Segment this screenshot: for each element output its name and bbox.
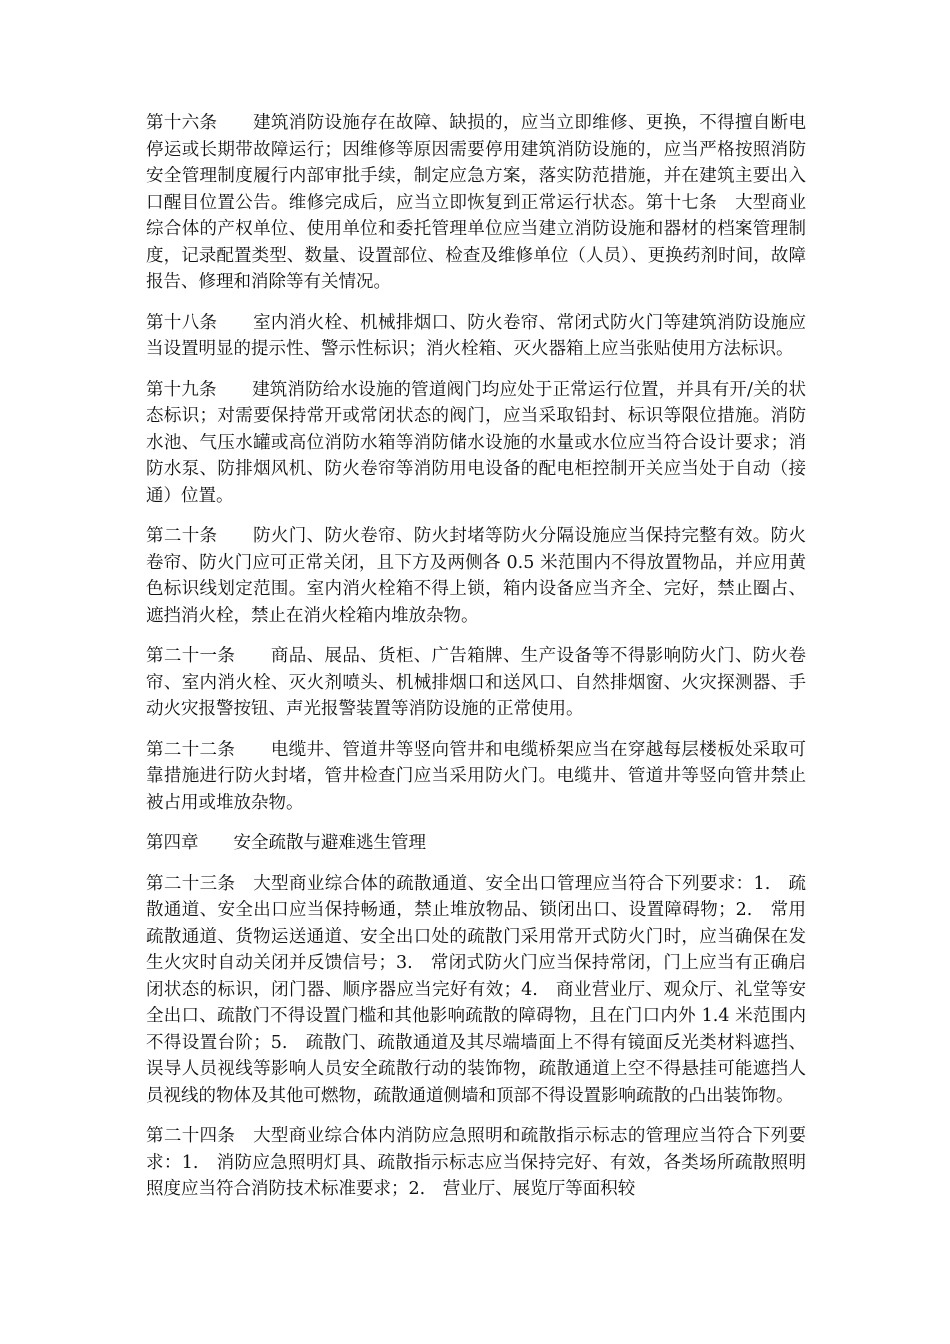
article-21-paragraph: 第二十一条 商品、展品、货柜、广告箱牌、生产设备等不得影响防火门、防火卷帘、室内消火栓、灭火剂喷头、机械排烟口和送风口、自然排烟窗、火灾探测器、手动火灾报警按钮、声光报警装置等消防设施的正常使用。 [146, 646, 806, 719]
article-19-paragraph: 第十九条 建筑消防给水设施的管道阀门均应处于正常运行位置，并具有开/关的状态标识；对需要保持常开或常闭状态的阀门，应当采取铅封、标识等限位措施。消防水池、气压水罐或高位消防水箱等消防储水设施的水量或水位应当符合设计要求；消防水泵、防排烟风机、防火卷帘等消防用电设备的配电柜控制开关应当处于自动（接通）位置。 [146, 379, 806, 506]
chapter-4-heading: 第四章 安全疏散与避难逃生管理 [146, 833, 426, 853]
article-22-paragraph: 第二十二条 电缆井、管道井等竖向管井和电缆桥架应当在穿越每层楼板处采取可靠措施进行防火封堵，管井检查门应当采用防火门。电缆井、管道井等竖向管井禁止被占用或堆放杂物。 [146, 739, 806, 813]
article-16-17-paragraph: 第十六条 建筑消防设施存在故障、缺损的，应当立即维修、更换，不得擅自断电停运或长期带故障运行；因维修等原因需要停用建筑消防设施的，应当严格按照消防安全管理制度履行内部审批手续，制定应急方案，落实防范措施，并在建筑主要出入口醒目位置公告。维修完成后，应当立即恢复到正常运行状态。第十七条 大型商业综合体的产权单位、使用单位和委托管理单位应当建立消防设施和器材的档案管理制度，记录配置类型、数量、设置部位、检查及维修单位（人员）、更换药剂时间，故障报告、修理和消除等有关情况。 [146, 113, 806, 292]
article-18-paragraph: 第十八条 室内消火栓、机械排烟口、防火卷帘、常闭式防火门等建筑消防设施应当设置明显的提示性、警示性标识；消火栓箱、灭火器箱上应当张贴使用方法标识。 [146, 312, 806, 359]
article-23-paragraph: 第二十三条 大型商业综合体的疏散通道、安全出口管理应当符合下列要求：1. 疏散通道、安全出口应当保持畅通，禁止堆放物品、锁闭出口、设置障碍物；2. 常用疏散通道、货物运送通道、安全出口处的疏散门采用常开式防火门时，应当确保在发生火灾时自动关闭并反馈信号；3. 常闭式防火门应当保持常闭，门上应当有正确启闭状态的标识，闭门器、顺序器应当完好有效；4. 商业营业厅、观众厅、礼堂等安全出口、疏散门不得设置门槛和其他影响疏散的障碍物，且在门口内外 1.4 米范围内不得设置台阶；5. 疏散门、疏散通道及其尽端墙面上不得有镜面反光类材料遮挡、误导人员视线等影响人员安全疏散行动的装饰物，疏散通道上空不得悬挂可能遮挡人员视线的物体及其他可燃物，疏散通道侧墙和顶部不得设置影响疏散的凸出装饰物。 [146, 873, 806, 1106]
article-24-paragraph: 第二十四条 大型商业综合体内消防应急照明和疏散指示标志的管理应当符合下列要求：1. 消防应急照明灯具、疏散指示标志应当保持完好、有效，各类场所疏散照明照度应当符合消防技术标准要求；2. 营业厅、展览厅等面积较 [146, 1126, 806, 1199]
document-body [146, 110, 806, 1203]
article-20-paragraph: 第二十条 防火门、防火卷帘、防火封堵等防火分隔设施应当保持完整有效。防火卷帘、防火门应可正常关闭，且下方及两侧各 0.5 米范围内不得放置物品，并应用黄色标识线划定范围。室内消火栓箱不得上锁，箱内设备应当齐全、完好，禁止圈占、遮挡消火栓，禁止在消火栓箱内堆放杂物。 [146, 526, 806, 626]
